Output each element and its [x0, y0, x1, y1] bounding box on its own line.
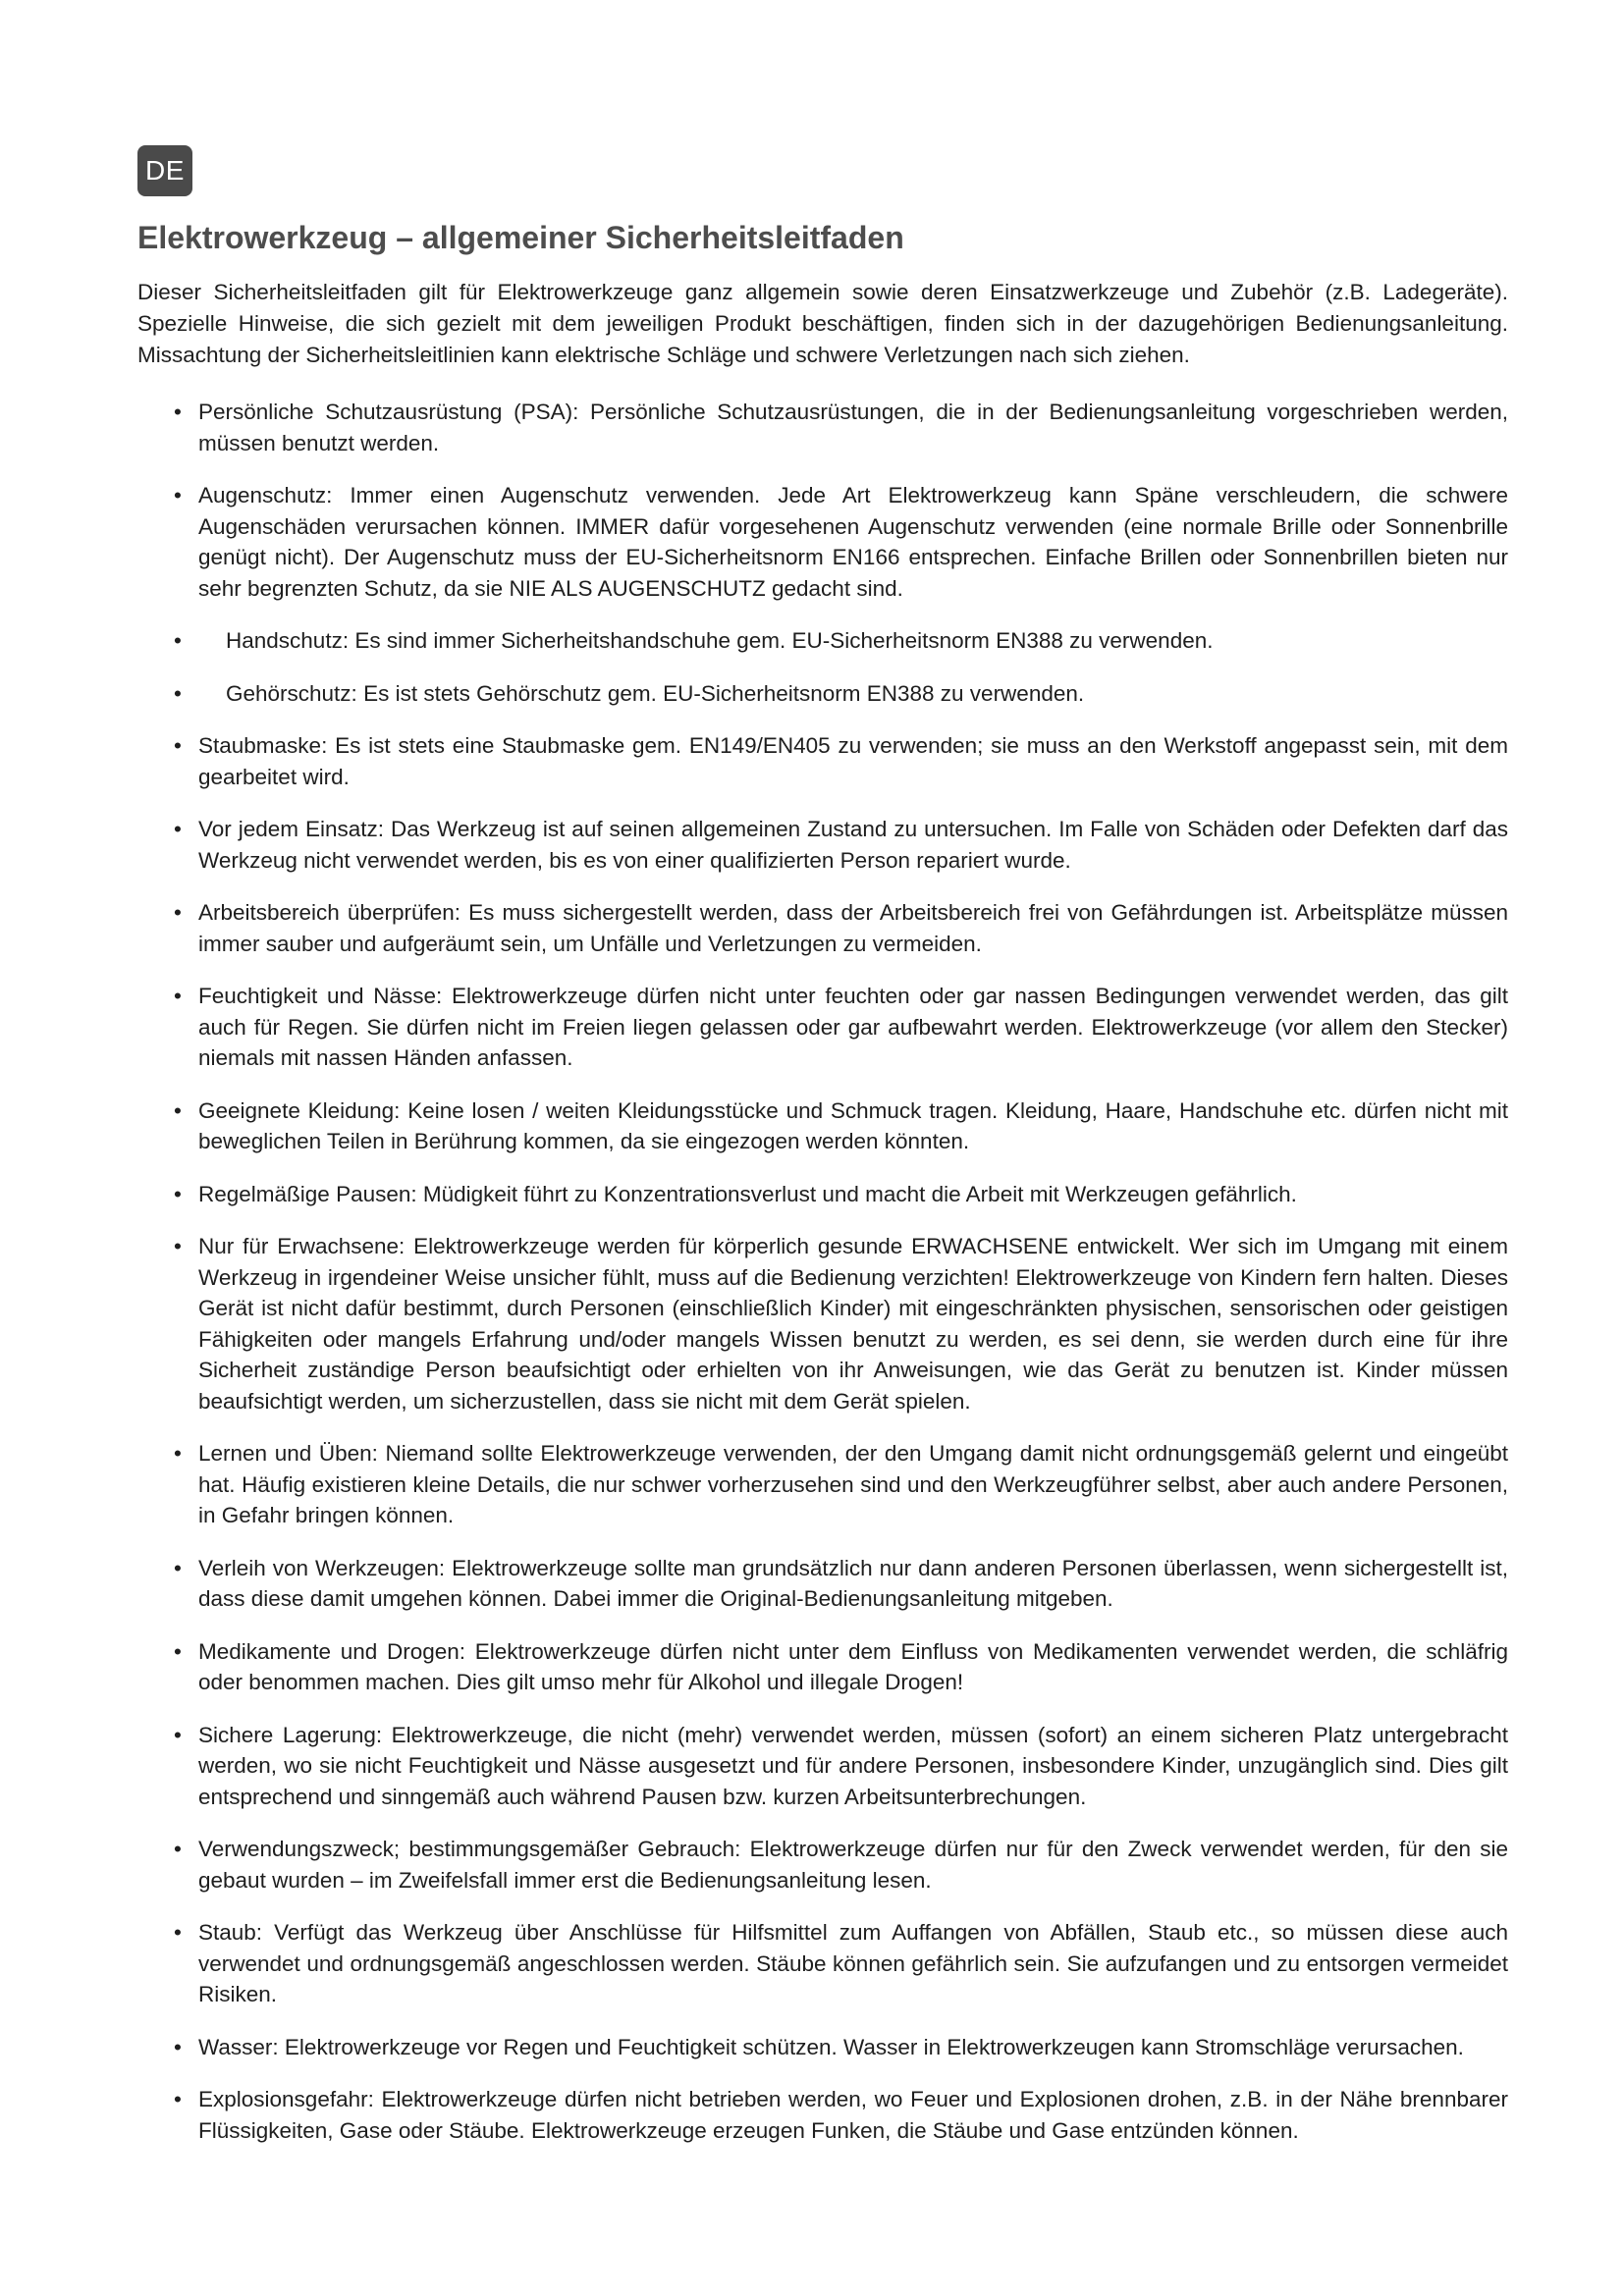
bullet-icon: • [174, 1097, 182, 1123]
list-item [137, 678, 1508, 710]
bullet-icon: • [174, 680, 182, 706]
bullet-icon: • [174, 1234, 182, 1258]
bullet-icon: • [174, 400, 182, 424]
list-item-text: Handschutz: Es sind immer Sicherheitshandschuhe gem. EU-Sicherheitsnorm EN388 zu verwenden. [226, 628, 1214, 653]
list-item-text: Regelmäßige Pausen: Müdigkeit führt zu Konzentrationsverlust und macht die Arbeit mit Werkzeugen gefährlich. [198, 1181, 1297, 1206]
bullet-icon: • [174, 483, 182, 507]
list-item-text: Staubmaske: Es ist stets eine Staubmaske gem. EN149/EN405 zu verwenden; sie muss an den Werkstoff angepasst sein, mit dem gearbeitet wird. [198, 733, 1508, 789]
bullet-icon: • [174, 1920, 182, 1945]
bullet-icon: • [174, 1722, 182, 1747]
bullet-icon: • [174, 984, 182, 1008]
list-item-text: Wasser: Elektrowerkzeuge vor Regen und Feuchtigkeit schützen. Wasser in Elektrowerkzeugen kann Stromschläge verursachen. [198, 2034, 1464, 2059]
bullet-icon: • [174, 2087, 182, 2111]
list-item [137, 625, 1508, 657]
intro-paragraph: Dieser Sicherheitsleitfaden gilt für Elektrowerkzeuge ganz allgemein sowie deren Einsatzwerkzeuge und Zubehör (z.B. Ladegeräte). Spezielle Hinweise, die sich gezielt mit dem jeweiligen Produkt beschäftigen, finden sich in der dazugehörigen Bedienungsanleitung. Missachtung der Sicherheitsleitlinien kann elektrische Schläge und schwere Verletzungen nach sich ziehen. [137, 280, 1508, 367]
list-item [137, 1553, 1508, 1615]
list-item [137, 1720, 1508, 1813]
bullet-icon: • [174, 817, 182, 841]
list-item-text: Sichere Lagerung: Elektrowerkzeuge, die nicht (mehr) verwendet werden, müssen (sofort) an einem sicheren Platz untergebracht werden, wo sie nicht Feuchtigkeit und Nässe ausgesetzt und für andere Personen, insbesondere Kinder, unzugänglich sind. Dies gilt entsprechend und sinngemäß auch während Pausen bzw. kurzen Arbeitsunterbrechungen. [198, 1722, 1508, 1809]
list-item [137, 1438, 1508, 1531]
list-item [137, 2032, 1508, 2063]
list-item [137, 1834, 1508, 1896]
list-item-text: Gehörschutz: Es ist stets Gehörschutz gem. EU-Sicherheitsnorm EN388 zu verwenden. [226, 680, 1085, 706]
list-item [137, 814, 1508, 876]
list-item [137, 1095, 1508, 1157]
list-item-text: Verwendungszweck; bestimmungsgemäßer Gebrauch: Elektrowerkzeuge dürfen nur für den Zweck verwendet werden, für den sie gebaut wurden – im Zweifelsfall immer erst die Bedienungsanleitung lesen. [198, 1837, 1508, 1893]
list-item [137, 1917, 1508, 2010]
list-item-text: Geeignete Kleidung: Keine losen / weiten Kleidungsstücke und Schmuck tragen. Kleidung, Haare, Handschuhe etc. dürfen nicht mit beweglichen Teilen in Berührung kommen, da sie eingezogen werden könnten. [198, 1097, 1508, 1153]
bullet-icon: • [174, 1181, 182, 1206]
list-item [137, 1636, 1508, 1698]
language-badge: DE [137, 145, 192, 196]
list-item [137, 397, 1508, 458]
list-item-text: Explosionsgefahr: Elektrowerkzeuge dürfen nicht betrieben werden, wo Feuer und Explosionen drohen, z.B. in der Nähe brennbarer Flüssigkeiten, Gase oder Stäube. Elektrowerkzeuge erzeugen Funken, die Stäube und Gase entzünden können. [198, 2087, 1508, 2143]
bullet-icon: • [174, 733, 182, 758]
list-item [137, 2084, 1508, 2146]
list-item [137, 730, 1508, 792]
list-item-text: Verleih von Werkzeugen: Elektrowerkzeuge sollte man grundsätzlich nur dann anderen Personen überlassen, wenn sichergestellt ist, dass diese damit umgehen können. Dabei immer die Original-Bedienungsanleitung mitgeben. [198, 1555, 1508, 1611]
list-item-text: Lernen und Üben: Niemand sollte Elektrowerkzeuge verwenden, der den Umgang damit nicht ordnungsgemäß gelernt und eingeübt hat. Häufig existieren kleine Details, die nur schwer vorherzusehen sind und den Werkzeugführer selbst, aber auch andere Personen, in Gefahr bringen können. [198, 1441, 1508, 1527]
list-item-text: Augenschutz: Immer einen Augenschutz verwenden. Jede Art Elektrowerkzeug kann Späne verschleudern, die schwere Augenschäden verursachen können. IMMER dafür vorgesehenen Augenschutz verwenden (eine normale Brille oder Sonnenbrille genügt nicht). Der Augenschutz muss der EU-Sicherheitsnorm EN166 entsprechen. Einfache Brillen oder Sonnenbrillen bieten nur sehr begrenzten Schutz, da sie NIE ALS AUGENSCHUTZ gedacht sind. [198, 483, 1508, 601]
list-item-text: Medikamente und Drogen: Elektrowerkzeuge dürfen nicht unter dem Einfluss von Medikamenten verwendet werden, die schläfrig oder benommen machen. Dies gilt umso mehr für Alkohol und illegale Drogen! [198, 1638, 1508, 1694]
list-item [137, 1179, 1508, 1210]
list-item [137, 1231, 1508, 1416]
list-item [137, 480, 1508, 604]
bullet-icon: • [174, 1441, 182, 1466]
list-item [137, 981, 1508, 1074]
page-title: Elektrowerkzeug – allgemeiner Sicherheitsleitfaden [137, 220, 904, 255]
list-item-text: Staub: Verfügt das Werkzeug über Anschlüsse für Hilfsmittel zum Auffangen von Abfällen, Staub etc., so müssen diese auch verwendet und ordnungsgemäß angeschlossen werden. Stäube können gefährlich sein. Sie aufzufangen und zu entsorgen vermeidet Risiken. [198, 1920, 1508, 2006]
list-item-text: Persönliche Schutzausrüstung (PSA): Persönliche Schutzausrüstungen, die in der Bedienungsanleitung vorgeschrieben werden, müssen benutzt werden. [198, 400, 1508, 455]
bullet-icon: • [174, 1837, 182, 1861]
bullet-icon: • [174, 2034, 182, 2059]
bullet-icon: • [174, 1555, 182, 1580]
list-item [137, 897, 1508, 959]
bullet-icon: • [174, 900, 182, 925]
bullet-icon: • [174, 1638, 182, 1664]
bullet-icon: • [174, 628, 182, 653]
document-page [137, 145, 1508, 2167]
list-item-text: Feuchtigkeit und Nässe: Elektrowerkzeuge dürfen nicht unter feuchten oder gar nassen Bedingungen verwendet werden, das gilt auch für Regen. Sie dürfen nicht im Freien liegen gelassen oder gar aufbewahrt werden. Elektrowerkzeuge (vor allem den Stecker) niemals mit nassen Händen anfassen. [198, 984, 1508, 1070]
list-item-text: Arbeitsbereich überprüfen: Es muss sichergestellt werden, dass der Arbeitsbereich frei von Gefährdungen ist. Arbeitsplätze müssen immer sauber und aufgeräumt sein, um Unfälle und Verletzungen zu vermeiden. [198, 900, 1508, 956]
list-item-text: Vor jedem Einsatz: Das Werkzeug ist auf seinen allgemeinen Zustand zu untersuchen. Im Falle von Schäden oder Defekten darf das Werkzeug nicht verwendet werden, bis es von einer qualifizierten Person repariert wurde. [198, 817, 1508, 873]
list-item-text: Nur für Erwachsene: Elektrowerkzeuge werden für körperlich gesunde ERWACHSENE entwickelt. Wer sich im Umgang mit einem Werkzeug in irgendeiner Weise unsicher fühlt, muss auf die Bedienung verzichten! Elektrowerkzeuge von Kindern fern halten. Dieses Gerät ist nicht dafür bestimmt, durch Personen (einschließlich Kinder) mit eingeschränkten physischen, sensorischen oder geistigen Fähigkeiten oder mangels Erfahrung und/oder mangels Wissen benutzt zu werden, es sei denn, sie werden durch eine für ihre Sicherheit zuständige Person beaufsichtigt oder erhielten von ihr Anweisungen, wie das Gerät zu benutzen ist. Kinder müssen beaufsichtigt werden, um sicherzustellen, dass sie nicht mit dem Gerät spielen. [198, 1234, 1508, 1414]
safety-list [137, 397, 1508, 2146]
